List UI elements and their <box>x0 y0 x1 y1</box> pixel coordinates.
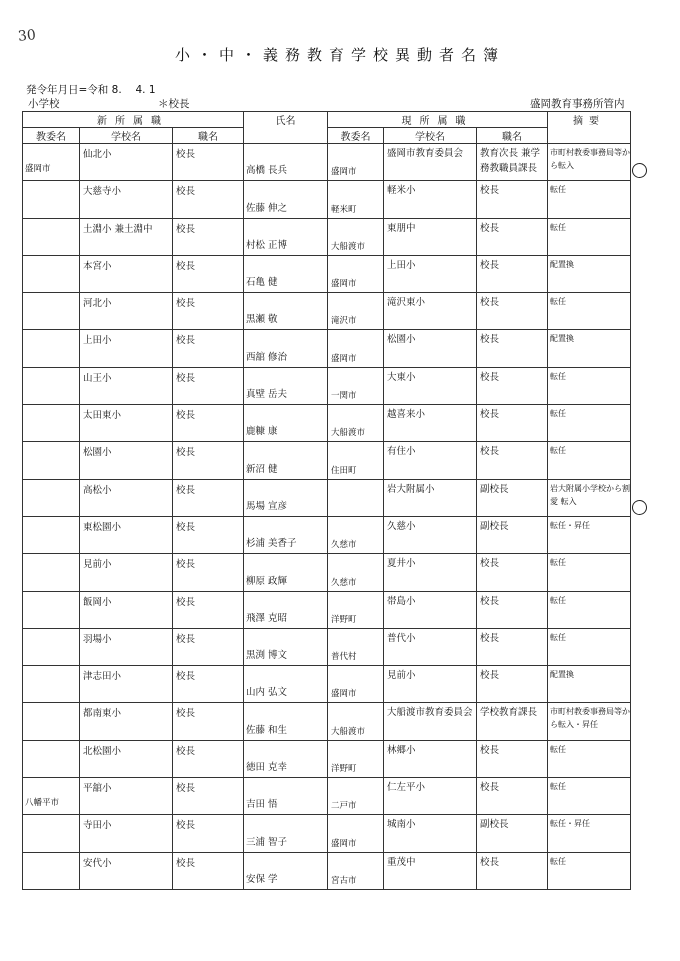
current-position-cell: 校長 <box>477 591 548 628</box>
current-school-cell: 軽米小 <box>384 181 477 218</box>
new-position-cell: 校長 <box>173 293 244 330</box>
new-board-cell <box>23 628 80 665</box>
new-school-cell: 東松園小 <box>80 516 173 553</box>
new-school-cell: 寺田小 <box>80 815 173 852</box>
current-position-cell: 校長 <box>477 554 548 591</box>
new-position-cell: 校長 <box>173 330 244 367</box>
current-position-cell: 校長 <box>477 740 548 777</box>
new-position-cell: 校長 <box>173 442 244 479</box>
new-school-cell: 山王小 <box>80 367 173 404</box>
new-board-cell <box>23 255 80 292</box>
page-number: 30 <box>17 27 37 45</box>
new-position-cell: 校長 <box>173 554 244 591</box>
current-position-cell: 教育次長 兼学務教職員課長 <box>477 144 548 181</box>
current-assignment-header: 現所属職 <box>328 112 548 128</box>
new-board-cell <box>23 554 80 591</box>
summary-cell: 配置換 <box>548 255 631 292</box>
summary-cell: 転任 <box>548 367 631 404</box>
current-school-cell: 岩大附属小 <box>384 479 477 516</box>
current-school-cell: 有住小 <box>384 442 477 479</box>
new-board-cell <box>23 516 80 553</box>
table-row <box>23 815 631 852</box>
summary-cell: 配置換 <box>548 330 631 367</box>
current-school-cell: 大東小 <box>384 367 477 404</box>
new-board-cell <box>23 740 80 777</box>
new-position-cell: 校長 <box>173 815 244 852</box>
new-board-cell <box>23 666 80 703</box>
table-row <box>23 479 631 516</box>
position-filter: ＊校長 <box>158 98 190 110</box>
person-name: 黒渕 博文 <box>244 628 328 665</box>
person-name: 杉浦 美香子 <box>244 516 328 553</box>
table-row <box>23 778 631 815</box>
current-board-cell: 盛岡市 <box>328 144 384 181</box>
table-row <box>23 442 631 479</box>
table-row <box>23 330 631 367</box>
summary-cell: 市町村教委事務局等から転入・昇任 <box>548 703 631 740</box>
current-position-cell: 校長 <box>477 367 548 404</box>
new-school-cell: 松園小 <box>80 442 173 479</box>
person-name: 高橋 長兵 <box>244 144 328 181</box>
school-type: 小学校 <box>28 98 60 110</box>
current-board-cell: 盛岡市 <box>328 815 384 852</box>
new-board-cell <box>23 293 80 330</box>
new-board-cell <box>23 405 80 442</box>
new-position-cell: 校長 <box>173 255 244 292</box>
summary-cell: 転任 <box>548 852 631 889</box>
current-school-cell: 久慈小 <box>384 516 477 553</box>
current-school-cell: 東朋中 <box>384 218 477 255</box>
current-board-cell <box>328 479 384 516</box>
new-position-cell: 校長 <box>173 367 244 404</box>
current-position-cell: 学校教育課長 <box>477 703 548 740</box>
new-school-cell: 見前小 <box>80 554 173 591</box>
current-board-cell: 二戸市 <box>328 778 384 815</box>
summary-cell: 転任・昇任 <box>548 815 631 852</box>
person-name: 佐藤 和生 <box>244 703 328 740</box>
new-board-cell <box>23 815 80 852</box>
new-school-cell: 仙北小 <box>80 144 173 181</box>
current-board-cell: 久慈市 <box>328 516 384 553</box>
current-position-cell: 校長 <box>477 778 548 815</box>
current-school-cell: 普代小 <box>384 628 477 665</box>
table-row <box>23 367 631 404</box>
current-position-cell: 校長 <box>477 852 548 889</box>
person-name: 佐藤 伸之 <box>244 181 328 218</box>
current-board-cell: 軽米町 <box>328 181 384 218</box>
current-school-cell: 重茂中 <box>384 852 477 889</box>
new-board-cell <box>23 330 80 367</box>
person-name: 三浦 智子 <box>244 815 328 852</box>
table-row <box>23 703 631 740</box>
current-position-cell: 校長 <box>477 293 548 330</box>
table-row <box>23 516 631 553</box>
new-board-cell <box>23 852 80 889</box>
person-name: 新沼 健 <box>244 442 328 479</box>
new-position-cell: 校長 <box>173 218 244 255</box>
new-school-cell: 本宮小 <box>80 255 173 292</box>
table-row <box>23 144 631 181</box>
new-position-cell: 校長 <box>173 516 244 553</box>
table-row <box>23 405 631 442</box>
person-name: 馬場 宣彦 <box>244 479 328 516</box>
person-name: 吉田 悟 <box>244 778 328 815</box>
table-row <box>23 181 631 218</box>
current-board-cell: 大船渡市 <box>328 405 384 442</box>
person-name: 真壁 岳夫 <box>244 367 328 404</box>
summary-cell: 転任 <box>548 591 631 628</box>
summary-cell: 転任 <box>548 293 631 330</box>
current-board-cell: 大船渡市 <box>328 703 384 740</box>
new-board-header: 教委名 <box>23 128 80 144</box>
current-school-cell: 盛岡市教育委員会 <box>384 144 477 181</box>
person-name: 石亀 健 <box>244 255 328 292</box>
transfer-table <box>22 111 631 890</box>
new-position-cell: 校長 <box>173 181 244 218</box>
new-position-cell: 校長 <box>173 666 244 703</box>
current-school-cell: 大船渡市教育委員会 <box>384 703 477 740</box>
person-name: 柳原 政輝 <box>244 554 328 591</box>
new-board-cell <box>23 442 80 479</box>
current-school-cell: 帯島小 <box>384 591 477 628</box>
binder-hole-icon <box>632 163 647 178</box>
current-board-cell: 宮古市 <box>328 852 384 889</box>
issue-date: 発令年月日=令和 8. 4. 1 <box>26 84 156 96</box>
current-board-cell: 洋野町 <box>328 740 384 777</box>
table-row <box>23 554 631 591</box>
current-school-cell: 城南小 <box>384 815 477 852</box>
person-name: 鹿糠 康 <box>244 405 328 442</box>
person-name: 徳田 克幸 <box>244 740 328 777</box>
new-position-cell: 校長 <box>173 405 244 442</box>
summary-cell: 転任 <box>548 554 631 591</box>
new-position-cell: 校長 <box>173 703 244 740</box>
new-school-cell: 平舘小 <box>80 778 173 815</box>
new-position-cell: 校長 <box>173 479 244 516</box>
person-name: 村松 正博 <box>244 218 328 255</box>
current-position-cell: 校長 <box>477 442 548 479</box>
current-board-header: 教委名 <box>328 128 384 144</box>
summary-cell: 転任 <box>548 218 631 255</box>
new-school-cell: 安代小 <box>80 852 173 889</box>
person-name: 飛澤 克昭 <box>244 591 328 628</box>
new-school-cell: 河北小 <box>80 293 173 330</box>
table-row <box>23 293 631 330</box>
table-row <box>23 591 631 628</box>
page-title: 小・中・義務教育学校異動者名簿 <box>174 46 505 64</box>
new-position-cell: 校長 <box>173 591 244 628</box>
current-position-cell: 副校長 <box>477 815 548 852</box>
new-board-cell <box>23 479 80 516</box>
new-school-header: 学校名 <box>80 128 173 144</box>
new-school-cell: 羽場小 <box>80 628 173 665</box>
new-board-cell <box>23 367 80 404</box>
table-row <box>23 255 631 292</box>
current-position-cell: 校長 <box>477 255 548 292</box>
new-school-cell: 飯岡小 <box>80 591 173 628</box>
summary-header: 摘要 <box>548 112 631 144</box>
new-board-cell <box>23 703 80 740</box>
current-position-header: 職名 <box>477 128 548 144</box>
table-row <box>23 852 631 889</box>
new-board-cell <box>23 591 80 628</box>
current-board-cell: 洋野町 <box>328 591 384 628</box>
current-board-cell: 一関市 <box>328 367 384 404</box>
current-board-cell: 大船渡市 <box>328 218 384 255</box>
table-row <box>23 218 631 255</box>
summary-cell: 転任 <box>548 442 631 479</box>
new-school-cell: 太田東小 <box>80 405 173 442</box>
new-school-cell: 都南東小 <box>80 703 173 740</box>
current-board-cell: 住田町 <box>328 442 384 479</box>
current-school-cell: 見前小 <box>384 666 477 703</box>
current-school-cell: 仁左平小 <box>384 778 477 815</box>
current-school-cell: 林郷小 <box>384 740 477 777</box>
new-board-cell <box>23 181 80 218</box>
binder-hole-icon <box>632 500 647 515</box>
summary-cell: 転任 <box>548 181 631 218</box>
new-school-cell: 津志田小 <box>80 666 173 703</box>
table-row <box>23 666 631 703</box>
table-row <box>23 628 631 665</box>
person-name: 西舘 修治 <box>244 330 328 367</box>
summary-cell: 転任・昇任 <box>548 516 631 553</box>
new-school-cell: 土淵小 兼土淵中 <box>80 218 173 255</box>
current-board-cell: 滝沢市 <box>328 293 384 330</box>
new-board-cell: 八幡平市 <box>23 778 80 815</box>
new-position-cell: 校長 <box>173 628 244 665</box>
summary-cell: 転任 <box>548 628 631 665</box>
new-position-cell: 校長 <box>173 852 244 889</box>
current-board-cell: 久慈市 <box>328 554 384 591</box>
new-school-cell: 北松園小 <box>80 740 173 777</box>
person-name: 山内 弘文 <box>244 666 328 703</box>
name-header: 氏名 <box>244 112 328 144</box>
current-position-cell: 校長 <box>477 405 548 442</box>
current-school-cell: 夏井小 <box>384 554 477 591</box>
current-school-cell: 越喜来小 <box>384 405 477 442</box>
current-board-cell: 盛岡市 <box>328 255 384 292</box>
new-school-cell: 高松小 <box>80 479 173 516</box>
new-assignment-header: 新所属職 <box>23 112 244 128</box>
table-row <box>23 740 631 777</box>
current-school-cell: 滝沢東小 <box>384 293 477 330</box>
current-board-cell: 普代村 <box>328 628 384 665</box>
person-name: 安保 学 <box>244 852 328 889</box>
summary-cell: 転任 <box>548 778 631 815</box>
new-school-cell: 上田小 <box>80 330 173 367</box>
new-position-cell: 校長 <box>173 144 244 181</box>
new-position-cell: 校長 <box>173 740 244 777</box>
new-school-cell: 大慈寺小 <box>80 181 173 218</box>
current-position-cell: 副校長 <box>477 479 548 516</box>
new-position-cell: 校長 <box>173 778 244 815</box>
summary-cell: 転任 <box>548 405 631 442</box>
current-position-cell: 校長 <box>477 330 548 367</box>
new-board-cell <box>23 218 80 255</box>
new-board-cell: 盛岡市 <box>23 144 80 181</box>
summary-cell: 配置換 <box>548 666 631 703</box>
office-name: 盛岡教育事務所管内 <box>530 98 625 110</box>
current-position-cell: 副校長 <box>477 516 548 553</box>
current-position-cell: 校長 <box>477 666 548 703</box>
current-board-cell: 盛岡市 <box>328 330 384 367</box>
current-school-header: 学校名 <box>384 128 477 144</box>
current-position-cell: 校長 <box>477 181 548 218</box>
summary-cell: 転任 <box>548 740 631 777</box>
summary-cell: 市町村教委事務局等から転入 <box>548 144 631 181</box>
current-position-cell: 校長 <box>477 218 548 255</box>
current-board-cell: 盛岡市 <box>328 666 384 703</box>
current-position-cell: 校長 <box>477 628 548 665</box>
summary-cell: 岩大附属小学校から割愛 転入 <box>548 479 631 516</box>
new-position-header: 職名 <box>173 128 244 144</box>
person-name: 黒瀬 敬 <box>244 293 328 330</box>
current-school-cell: 松園小 <box>384 330 477 367</box>
current-school-cell: 上田小 <box>384 255 477 292</box>
